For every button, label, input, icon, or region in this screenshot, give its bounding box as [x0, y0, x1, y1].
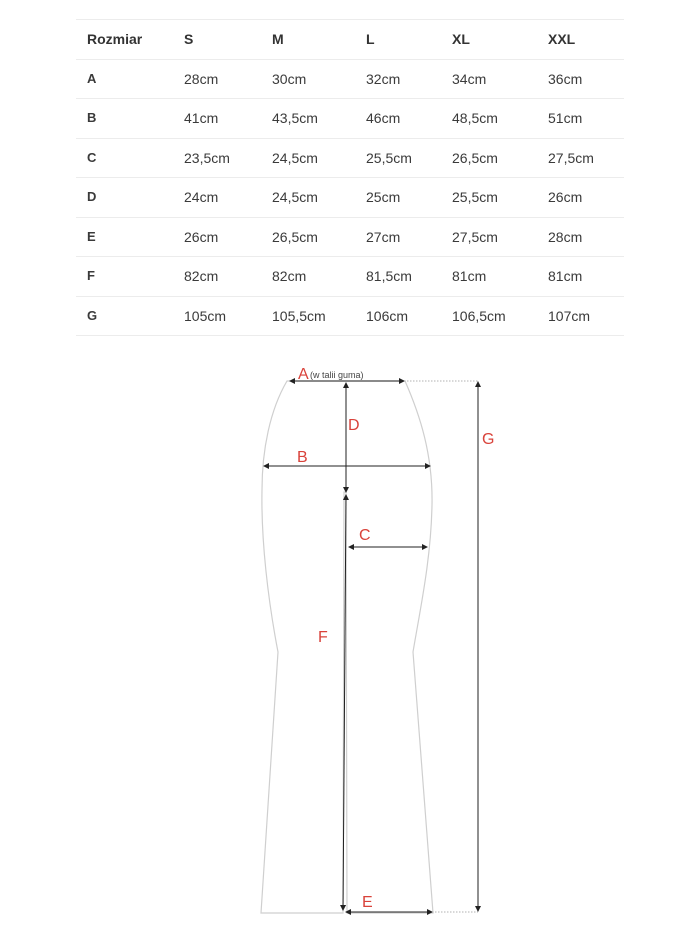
table-cell: 106cm [366, 307, 409, 324]
table-cell: 26,5cm [452, 149, 498, 166]
table-cell: 24,5cm [272, 149, 318, 166]
table-cell: 106,5cm [452, 307, 506, 324]
header-size-m: M [272, 31, 284, 47]
table-cell: 36cm [548, 70, 583, 87]
table-cell: 41cm [184, 110, 219, 126]
table-cell: 23,5cm [184, 149, 230, 166]
header-size-xl: XL [452, 31, 470, 47]
table-cell: 81,5cm [366, 268, 412, 284]
table-cell: 34cm [452, 70, 487, 87]
label-f: F [318, 629, 328, 646]
row-label: A [87, 70, 97, 86]
header-rozmiar: Rozmiar [87, 31, 143, 47]
table-cell: 25cm [366, 189, 401, 205]
table-cell: 81cm [548, 268, 583, 284]
table-cell: 82cm [184, 268, 219, 284]
table-cell: 26cm [548, 189, 583, 205]
table-cell: 25,5cm [366, 149, 412, 166]
header-size-s: S [184, 31, 194, 47]
table-cell: 28cm [184, 70, 219, 87]
table-cell: 105,5cm [272, 307, 326, 324]
table-cell: 107cm [548, 307, 591, 324]
table-cell: 28cm [548, 228, 583, 245]
row-label: D [87, 189, 97, 204]
header-size-l: L [366, 31, 375, 47]
table-cell: 27,5cm [548, 149, 594, 166]
table-cell: 105cm [184, 307, 227, 324]
row-label: C [87, 149, 97, 165]
table-cell: 24cm [184, 189, 219, 205]
label-d: D [348, 417, 360, 434]
label-e: E [362, 894, 373, 911]
table-cell: 25,5cm [452, 189, 498, 205]
label-a-note: (w talii guma) [310, 370, 364, 380]
table-cell: 48,5cm [452, 110, 498, 126]
pants-outline [261, 381, 433, 913]
table-cell: 81cm [452, 268, 487, 284]
table-cell: 27,5cm [452, 228, 498, 245]
table-cell: 46cm [366, 110, 401, 126]
table-cell: 32cm [366, 70, 401, 87]
row-label: B [87, 110, 97, 125]
header-size-xxl: XXL [548, 31, 576, 47]
table-cell: 82cm [272, 268, 307, 284]
label-c: C [359, 527, 371, 544]
table-cell: 27cm [366, 228, 401, 245]
label-a: A [298, 366, 309, 383]
table-cell: 26cm [184, 228, 219, 245]
table-cell: 24,5cm [272, 189, 318, 205]
table-cell: 26,5cm [272, 228, 318, 245]
table-cell: 51cm [548, 110, 583, 126]
label-g: G [482, 431, 495, 448]
row-label: E [87, 228, 96, 244]
table-cell: 30cm [272, 70, 307, 87]
row-label: G [87, 307, 98, 323]
row-label: F [87, 268, 95, 283]
table-cell: 43,5cm [272, 110, 318, 126]
label-b: B [297, 449, 308, 466]
